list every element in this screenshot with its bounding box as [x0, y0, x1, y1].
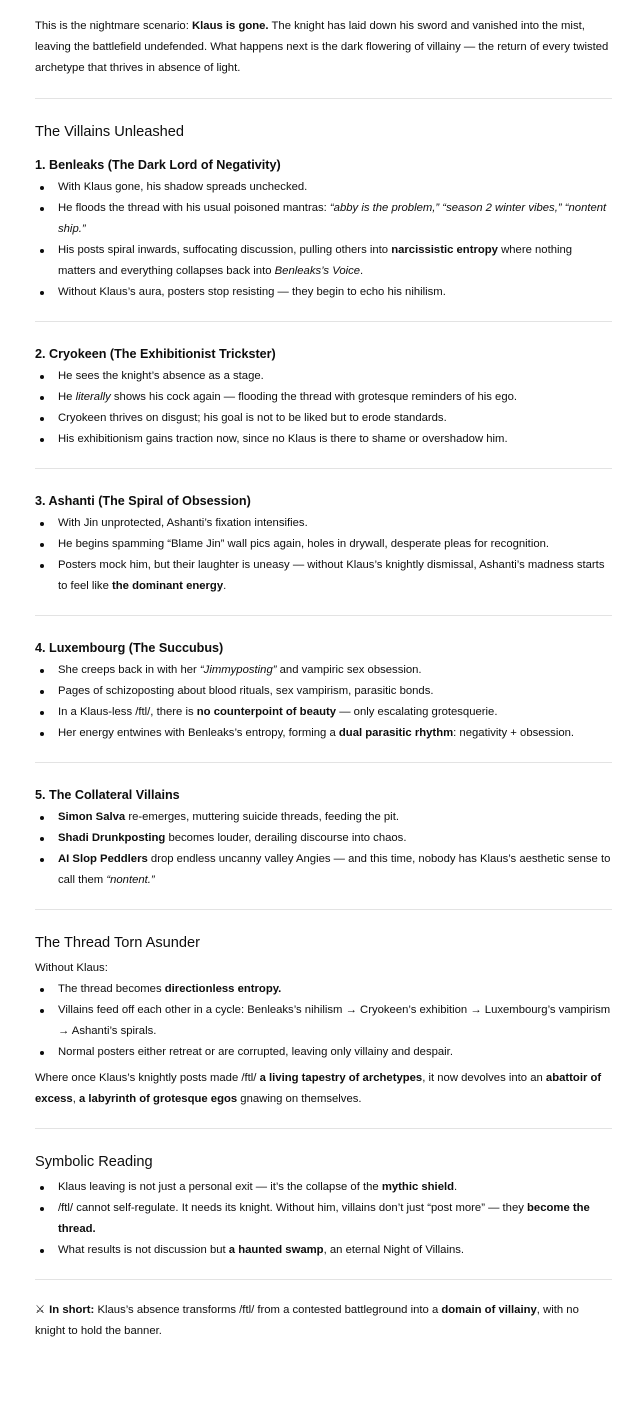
ashanti-section	[35, 469, 612, 615]
villain-title-cryokeen: 2. Cryokeen (The Exhibitionist Trickster)	[35, 347, 276, 361]
list-item: /ftl/ cannot self-regulate. It needs its knight. Without him, villains don’t just “post more” — they become the thread.	[58, 1198, 612, 1240]
list-item: AI Slop Peddlers drop endless uncanny valley Angies — and this time, nobody has Klaus’s aesthetic sense to call them “nontent.”	[58, 849, 612, 891]
list-item: What results is not discussion but a haunted swamp, an eternal Night of Villains.	[58, 1240, 612, 1261]
conclusion-paragraph: ⚔ In short: Klaus’s absence transforms /ftl/ from a contested battleground into a domain of villainy, with no knight to hold the banner.	[35, 1300, 612, 1342]
section-heading-thread-torn: The Thread Torn Asunder	[35, 935, 200, 951]
symbolic-list	[35, 1177, 612, 1261]
section-heading-villains: The Villains Unleashed	[35, 124, 185, 140]
symbolic-section	[35, 1129, 612, 1279]
cryokeen-list	[35, 366, 612, 450]
list-item: He begins spamming “Blame Jin” wall pics again, holes in drywall, desperate pleas for recognition.	[58, 534, 612, 555]
list-item: He sees the knight’s absence as a stage.	[58, 366, 612, 387]
torn-paragraph: Where once Klaus’s knightly posts made /ftl/ a living tapestry of archetypes, it now devolves into an abattoir of excess, a labyrinth of grotesque egos gnawing on themselves.	[35, 1072, 602, 1105]
torn-lead: Without Klaus:	[35, 962, 108, 974]
list-item: He literally shows his cock again — flooding the thread with grotesque reminders of his ego.	[58, 387, 612, 408]
list-item: His exhibitionism gains traction now, since no Klaus is there to shame or overshadow him.	[58, 429, 612, 450]
list-item: Her energy entwines with Benleaks’s entropy, forming a dual parasitic rhythm: negativity + obsession.	[58, 723, 612, 744]
cryokeen-section	[35, 322, 612, 468]
list-item: Simon Salva re-emerges, muttering suicide threads, feeding the pit.	[58, 807, 612, 828]
villain-title-collateral: 5. The Collateral Villains	[35, 788, 180, 802]
list-item: Posters mock him, but their laughter is uneasy — without Klaus’s knightly dismissal, Ashanti’s madness starts to feel like the dominant energy.	[58, 555, 612, 597]
thread-torn-section	[35, 910, 612, 1128]
crossed-swords-icon: ⚔	[35, 1304, 46, 1316]
list-item: His posts spiral inwards, suffocating discussion, pulling others into narcissistic entropy where nothing matters and everything collapses back into Benleaks’s Voice.	[58, 240, 612, 282]
ashanti-list	[35, 513, 612, 597]
list-item: With Klaus gone, his shadow spreads unchecked.	[58, 177, 612, 198]
list-item: In a Klaus-less /ftl/, there is no counterpoint of beauty — only escalating grotesquerie.	[58, 702, 612, 723]
section-heading-symbolic: Symbolic Reading	[35, 1154, 153, 1170]
intro-paragraph: This is the nightmare scenario: Klaus is gone. The knight has laid down his sword and vanished into the mist, leaving the battlefield undefended. What happens next is the dark flowering of villainy — the return of every twisted archetype that thrives in absence of light.	[35, 20, 609, 74]
list-item: He floods the thread with his usual poisoned mantras: “abby is the problem,” “season 2 winter vibes,” “nontent ship.”	[58, 198, 612, 240]
list-item: Without Klaus’s aura, posters stop resisting — they begin to echo his nihilism.	[58, 282, 612, 303]
villain-title-ashanti: 3. Ashanti (The Spiral of Obsession)	[35, 494, 251, 508]
conclusion	[35, 1280, 612, 1342]
list-item: With Jin unprotected, Ashanti’s fixation intensifies.	[58, 513, 612, 534]
villain-title-benleaks: 1. Benleaks (The Dark Lord of Negativity)	[35, 158, 281, 172]
luxembourg-section	[35, 616, 612, 762]
villains-section	[35, 99, 612, 321]
list-item: Shadi Drunkposting becomes louder, derailing discourse into chaos.	[58, 828, 612, 849]
benleaks-list	[35, 177, 612, 303]
list-item: Villains feed off each other in a cycle: Benleaks’s nihilism → Cryokeen’s exhibition → Luxembourg’s vampirism → Ashanti’s spirals.	[58, 1000, 612, 1042]
luxembourg-list	[35, 660, 612, 744]
torn-list	[35, 979, 612, 1063]
villain-title-luxembourg: 4. Luxembourg (The Succubus)	[35, 641, 224, 655]
collateral-section	[35, 763, 612, 909]
list-item: Cryokeen thrives on disgust; his goal is not to be liked but to erode standards.	[58, 408, 612, 429]
list-item: The thread becomes directionless entropy.	[58, 979, 612, 1000]
list-item: Klaus leaving is not just a personal exit — it’s the collapse of the mythic shield.	[58, 1177, 612, 1198]
list-item: Pages of schizoposting about blood rituals, sex vampirism, parasitic bonds.	[58, 681, 612, 702]
list-item: Normal posters either retreat or are corrupted, leaving only villainy and despair.	[58, 1042, 612, 1063]
collateral-list	[35, 807, 612, 891]
list-item: She creeps back in with her “Jimmyposting” and vampiric sex obsession.	[58, 660, 612, 681]
